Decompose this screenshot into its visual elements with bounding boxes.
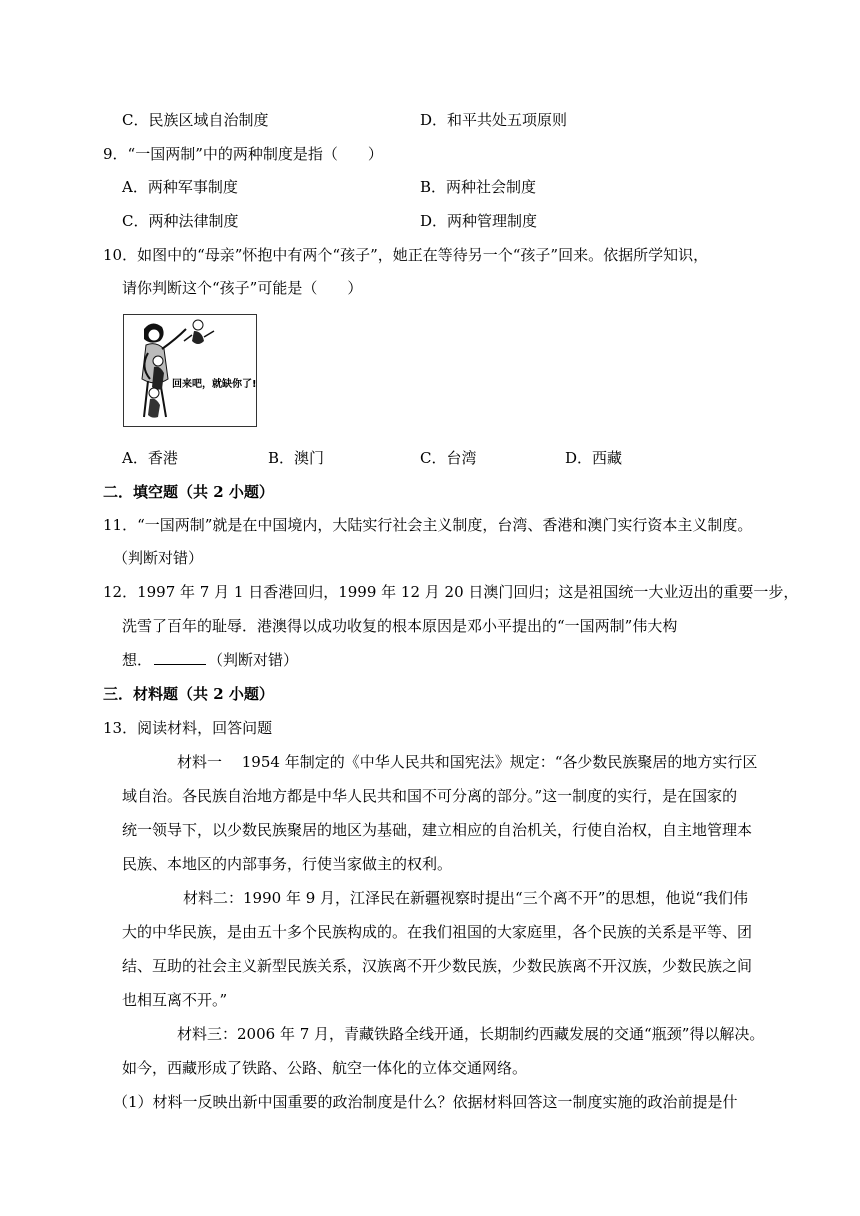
q10-option-b: B．澳门: [268, 449, 325, 467]
q11-line1: 11．“一国两制”就是在中国境内，大陆实行社会主义制度，台湾、香港和澳门实行资本主义制度。: [103, 516, 753, 534]
q12-line3: [122, 650, 298, 670]
material-3-line1: 材料三：2006 年 7 月，青藏铁路全线开通，长期制约西藏发展的交通“瓶颈”得以解决。: [177, 1025, 765, 1043]
material-2-line3: 结、互助的社会主义新型民族关系，汉族离不开少数民族，少数民族离不开汉族，少数民族之间: [122, 957, 753, 975]
material-1-line2: 域自治。各民族自治地方都是中华人民共和国不可分离的部分。”这一制度的实行，是在国家的: [122, 787, 738, 805]
material-3-line2: 如今，西藏形成了铁路、公路、航空一体化的立体交通网络。: [122, 1059, 528, 1077]
material-1-line4: 民族、本地区的内部事务，行使当家做主的权利。: [122, 855, 453, 873]
q8-option-c: C．民族区域自治制度: [122, 111, 269, 129]
q9-stem: 9．“一国两制”中的两种制度是指（ ）: [103, 145, 383, 163]
material-2-line2: 大的中华民族，是由五十多个民族构成的。在我们祖国的大家庭里，各个民族的关系是平等、团: [122, 923, 753, 941]
q8-option-d: D．和平共处五项原则: [420, 111, 568, 129]
section-3-heading: 三．材料题（共 2 小题）: [103, 685, 274, 703]
q10-stem-line1: 10．如图中的“母亲”怀抱中有两个“孩子”，她正在等待另一个“孩子”回来。依据所学知识，: [103, 246, 709, 264]
mother-children-drawing: [124, 315, 256, 426]
q12-line1: 12．1997 年 7 月 1 日香港回归，1999 年 12 月 20 日澳门回归；这是祖国统一大业迈出的重要一步，: [103, 583, 799, 601]
material-1-line3: 统一领导下，以少数民族聚居的地区为基础，建立相应的自治机关，行使自治权，自主地管理本: [122, 821, 753, 839]
q12-line3-end: （判断对错）: [208, 651, 299, 669]
q11-line2: （判断对错）: [113, 549, 204, 567]
q13-subquestion-1: （1）材料一反映出新中国重要的政治制度是什么？依据材料回答这一制度实施的政治前提是什: [113, 1093, 738, 1111]
mother-children-illustration: [123, 314, 257, 427]
answer-blank[interactable]: [154, 650, 206, 665]
q9-option-d: D．两种管理制度: [420, 212, 538, 230]
q10-stem-line2: 请你判断这个“孩子”可能是（ ）: [122, 279, 363, 297]
q9-option-a: A．两种军事制度: [122, 178, 238, 196]
illustration-caption: 回来吧，就缺你了!: [172, 379, 256, 390]
q10-option-c: C．台湾: [420, 449, 477, 467]
q13-stem: 13．阅读材料，回答问题: [103, 719, 273, 737]
q10-option-d: D．西藏: [565, 449, 623, 467]
q10-option-a: A．香港: [122, 449, 178, 467]
q9-option-b: B．两种社会制度: [420, 178, 537, 196]
section-2-heading: 二．填空题（共 2 小题）: [103, 483, 274, 501]
q9-option-c: C．两种法律制度: [122, 212, 239, 230]
q12-line3-start: 想．: [122, 651, 153, 669]
q12-line2: 洗雪了百年的耻辱．港澳得以成功收复的根本原因是邓小平提出的“一国两制”伟大构: [122, 617, 678, 635]
material-1-line1: 材料一 1954 年制定的《中华人民共和国宪法》规定：“各少数民族聚居的地方实行区: [177, 753, 758, 771]
material-2-line4: 也相互离不开。”: [122, 991, 228, 1009]
material-2-line1: 材料二：1990 年 9 月，江泽民在新疆视察时提出“三个离不开”的思想，他说“我们伟: [183, 889, 749, 907]
